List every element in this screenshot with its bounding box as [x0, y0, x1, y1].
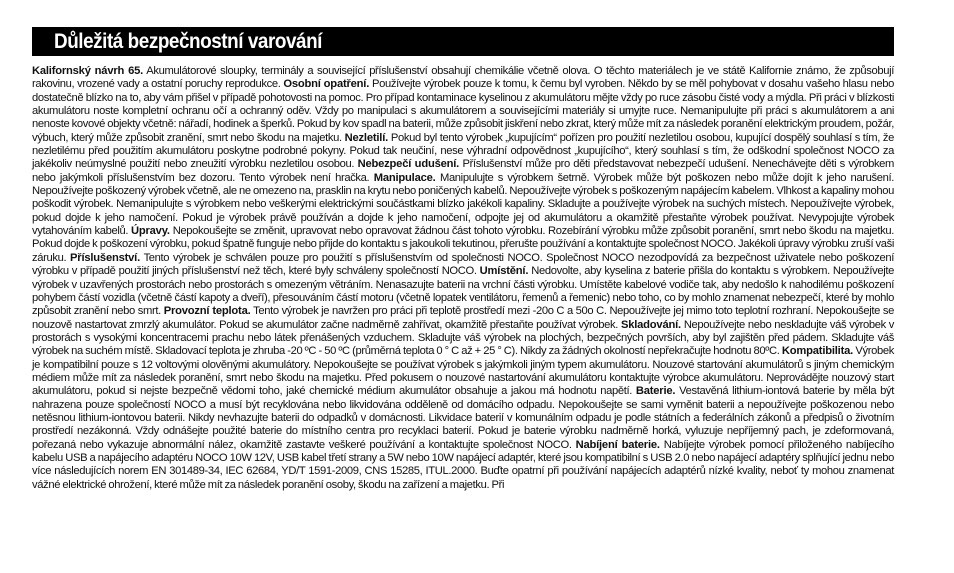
section-heading: Umístění.	[479, 265, 529, 278]
section-text: Tento výrobek je navržen pro práci při teplotě prostředí mezi -20o C a 50o C. Nepoužívejte jej mimo toto teplotní rozhraní. Nepokoušejte se nouzově nastartovat zmrzlý akumulátor. Pokud se akumulátor začne nadměrně zahřívat, okamžitě přestaňte používat výrobek.	[32, 305, 894, 331]
section-heading: Nabíjení baterie.	[575, 438, 660, 451]
section-heading: Manipulace.	[373, 171, 436, 184]
section-text: Tento výrobek je schválen pouze pro použití s příslušenstvím od společnosti NOCO. Společnost NOCO nezodpovídá za bezpečnost uživatele nebo poškození výrobku v případě použití jiných příslušenství než těch, které byly schváleny společností NOCO.	[32, 251, 894, 278]
title-bar	[32, 27, 894, 56]
section-text: Používejte výrobek pouze k tomu, k čemu byl vyroben. Někdo by se měl pohybovat v dosahu vašeho hlasu nebo dostatečně blízko na to, aby vám přišel v případě pohotovosti na pomoc. Pro případ kontaminace kyselinou z akumulátoru mějte vždy po ruce zásobu čisté vody a mýdla. Při práci v blízkosti akumulátoru noste kompletní ochranu očí a ochranný oděv. Vždy po manipulaci s akumulátorem a souvisejícími materiály si umyjte ruce. Nemanipulujte při práci s akumulátorem a ani nenoste kovové objekty včetně: nářadí, hodinek a šperků. Pokud by kov spadl na baterii, může způsobit jiskření nebo zkrat, který může mít za následek poranění elektrickým proudem, požár, výbuch, který může způsobit zranění, smrt nebo škodu na majetku.	[32, 78, 895, 144]
section-text: Nedovolte, aby kyselina z baterie přišla do kontaktu s výrobkem. Nepoužívejte výrobek v uzavřených prostorách nebo prostorách s omezeným větráním. Nenasazujte baterii na vrchní části výrobku. Umístěte kabelové vodiče tak, aby nedošlo k nahodilému poškození pohybem částí vozidla (včetně částí kapoty a dveří), přesouváním částí motoru (včetně lopatek ventilátoru, řemenů a řemenic) nebo toho, co by mohlo znamenat nebezpečí, které by mohlo způsobit zranění nebo smrt.	[32, 265, 894, 318]
section-text: Manipulujte s výrobkem šetrně. Výrobek může být poškozen nebo může dojít k jeho narušení. Nepoužívejte poškozený výrobek včetně, ale ne omezeno na, prasklin na krytu nebo poničených kabelů. Nepoužívejte výrobek s poškozeným napájecím kabelem. Vlhkost a kapaliny mohou poškodit výrobek. Nemanipulujte s výrobkem nebo veškerými elektrickými součástkami blízko jakékoli kapaliny. Skladujte a používejte výrobek na suchých místech. Nepoužívejte výrobek, pokud dojde k jeho namočení. Pokud je výrobek právě používán a dojde k jeho namočení, odpojte jej od akumulátoru a okamžitě přestaňte výrobek používat. Nevypojujte výrobek vytahováním kabelů.	[32, 171, 894, 238]
section-text: Nabíjejte výrobek pomocí přiloženého nabíjecího kabelu USB a napájecího adaptéru NOCO 10W 12V, USB kabel třetí strany a 5W nebo 10W napájecí adaptér, které jsou kompatibilní s USB 2.0 nebo napájecí adaptéry splňující jednu nebo více následujících norem EN 301489-34, IEC 62684, YD/T 1591-2009, CNS 15285, ITUL.2000. Buďte opatrní při používání napájecích adaptérů nízké kvality, neboť ty mohou znamenat vážné elektrické ohrožení, které může mít za následek poranění osoby, škodu na zařízení a majetku. Při	[32, 438, 894, 491]
warnings-body	[32, 65, 894, 492]
section-text: Nepoužívejte nebo neskladujte váš výrobek v prostorách s vysokými koncentracemi prachu nebo látek přenášených vzduchem. Skladujte váš výrobek na plochých, bezpečných površích, aby byl zajištěn před pádem. Skladujte váš výrobek na suchém místě. Skladovací teplota je zhruba -20 ºC - 50 ºC (průměrná teplota 0 ° C až + 25 ° C). Nikdy za žádných okolností nepřekračujte hodnotu 80ºC.	[32, 318, 894, 358]
section-heading: Kalifornský návrh 65.	[32, 65, 144, 77]
section-heading: Skladování.	[620, 318, 681, 331]
section-text: Akumulátorové sloupky, terminály a související příslušenství obsahují chemikálie včetně olova. O těchto materiálech je ve státě Kalifornie známo, že způsobují rakovinu, vrozené vady a ostatní poruchy reprodukce.	[32, 65, 894, 91]
section-heading: Kompatibilita.	[781, 345, 854, 358]
section-heading: Úpravy.	[130, 225, 170, 238]
section-heading: Nebezpečí udušení.	[357, 158, 460, 171]
section-heading: Nezletilí.	[344, 131, 389, 144]
section-text: Nepokoušejte se změnit, upravovat nebo opravovat žádnou část tohoto výrobku. Rozebírání výrobku může způsobit poranění, smrt nebo škodu na majetku. Pokud dojde k poškození výrobku, pokud špatně funguje nebo přijde do kontaktu s jakoukoli tekutinou, přerušte používání a kontaktujte společnost NOCO. Jakékoli úpravy výrobku zruší vaši záruku.	[32, 225, 895, 264]
section-heading: Příslušenství.	[70, 251, 140, 264]
section-text: Výrobek je kompatibilní pouze s 12 voltovými olověnými akumulátory. Nepokoušejte se používat výrobek s jakýmkoli jiným typem akumulátoru. Nouzové startování akumulátorů s jiným chemickým médiem může mít za následek poranění, smrt nebo škodu na majetku. Před pokusem o nouzové nastartování akumulátoru kontaktujte výrobce akumulátoru. Neprovádějte nouzový start akumulátoru, pokud si nejste bezpečně vědomi toho, jaké chemické médium akumulátor obsahuje a jakou má hodnotu napětí.	[32, 345, 894, 398]
warnings-page	[32, 27, 894, 492]
page-title: Důležitá bezpečnostní varování	[54, 29, 322, 53]
section-heading: Provozní teplota.	[163, 305, 251, 318]
section-heading: Baterie.	[635, 385, 676, 398]
section-text: Příslušenství může pro děti představovat nebezpečí udušení. Nenechávejte děti s výrobkem nebo jakýmkoli příslušenstvím bez dozoru. Tento výrobek není hračka.	[32, 158, 895, 184]
section-text: Pokud byl tento výrobek „kupujícím“ pořízen pro použití nezletilou osobou, kupující dospělý souhlasí s tím, že nezletilému před použitím akumulátoru poskytne podrobné pokyny. Pokud tak neučiní, nese výhradní odpovědnost „kupujícího“, který souhlasí s tím, že odškodní společnost NOCO za jakékoliv neúmyslné použití nebo zneužití výrobku nezletilou osobou.	[32, 131, 894, 171]
section-text: Vestavěná lithium-iontová baterie by měla být nahrazena pouze společností NOCO a musí být recyklována nebo likvidována odděleně od domácího odpadu. Nepokoušejte se sami vyměnit baterii a nepoužívejte poškozenou nebo netěsnou lithium-iontovou baterii. Nikdy nevhazujte baterii do odpadků v domácnosti. Likvidace baterií v komunálním odpadu je podle státních a federálních zákonů a předpisů o životním prostředí nezákonná. Vždy odnášejte použité baterie do místního centra pro recyklaci baterií. Pokud je baterie výrobku nadměrně horká, vyluzuje nepříjemný pach, je zdeformovaná, pořezaná nebo vykazuje abnormální nález, okamžitě zastavte veškeré používání a kontaktujte společnost NOCO.	[32, 385, 894, 451]
section-heading: Osobní opatření.	[283, 78, 370, 91]
